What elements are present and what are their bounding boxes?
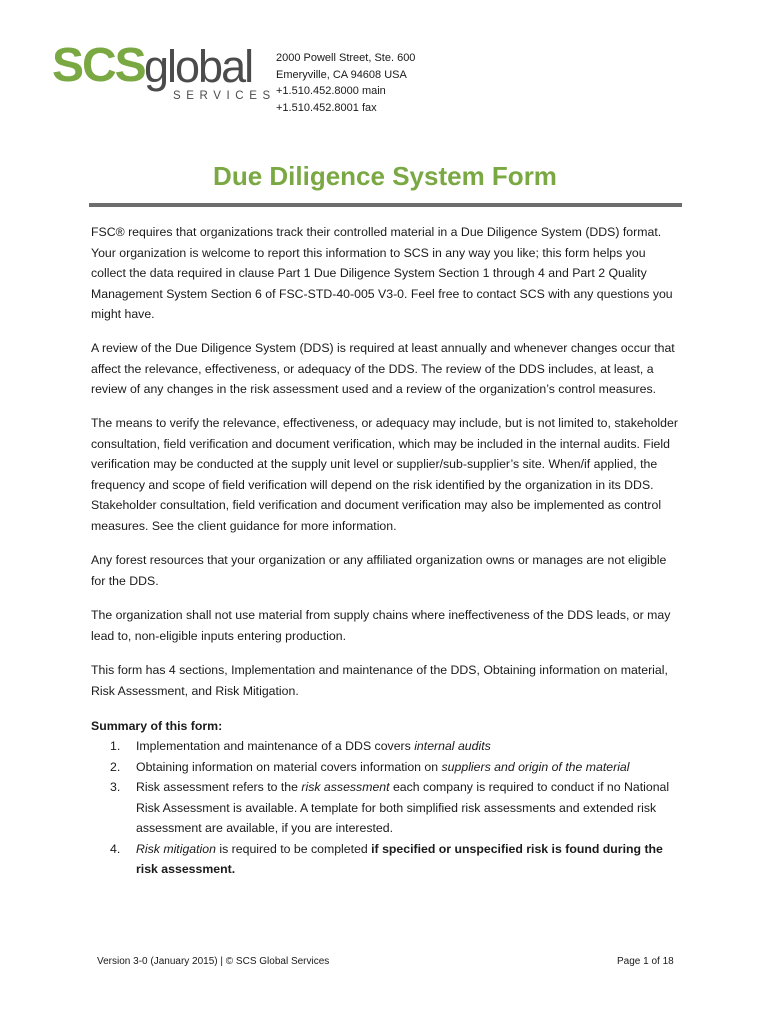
address-phone: +1.510.452.8000 main (276, 85, 386, 97)
logo-scs-text: SCS (52, 39, 145, 92)
address-street: 2000 Powell Street, Ste. 600 (276, 52, 416, 64)
summary-item: 2. Obtaining information on material covers information on suppliers and origin of the material (110, 759, 630, 774)
summary-heading: Summary of this form: (91, 719, 223, 733)
paragraph-verification: The means to verify the relevance, effectiveness, or adequacy may include, but is not limited to, stakeholder consultation, field verification and document verification, which may be included in the internal audits. Field verification may be conducted at the supply unit level or supplier/sub-supplier’s site. When/if applied, the frequency and scope of field verification will depend on the risk identified by the organization in its DDS. Stakeholder consultation, field verification and document verification may also be implemented as control measures. See the client guidance for more information. (91, 416, 678, 533)
logo-global-text: global (144, 41, 253, 92)
footer-page-number: Page 1 of 18 (617, 956, 674, 967)
logo-services-text: SERVICES (173, 90, 276, 102)
paragraph-sections: This form has 4 sections, Implementation and maintenance of the DDS, Obtaining information on material, Risk Assessment, and Risk Mitigation. (91, 663, 668, 698)
address-fax: +1.510.452.8001 fax (276, 101, 377, 114)
address-city: Emeryville, CA 94608 USA (276, 68, 407, 81)
paragraph-intro: FSC® requires that organizations track their controlled material in a Due Diligence System (DDS) format. Your organization is welcome to report this information to SCS in any way you like; this form helps you collect the data required in clause Part 1 Due Diligence System Section 1 through 4 and Part 2 Quality Management System Section 6 of FSC-STD-40-005 V3-0. Feel free to contact SCS with any questions you might have. (91, 225, 673, 321)
paragraph-eligibility: Any forest resources that your organization or any affiliated organization owns or manages are not eligible for the DDS. (91, 553, 667, 588)
summary-item: 4. Risk mitigation is required to be completed if specified or unspecified risk is found during the risk assessment. (110, 841, 663, 876)
scs-global-logo (52, 39, 276, 108)
summary-item: 3. Risk assessment refers to the risk assessment each company is required to conduct if no National Risk Assessment is available. A template for both simplified risk assessments and extended risk assessment are available, if you are interested. (110, 780, 670, 835)
title-divider (89, 203, 682, 207)
paragraph-review: A review of the Due Diligence System (DDS) is required at least annually and whenever changes occur that affect the relevance, effectiveness, or adequacy of the DDS. The review of the DDS includes, at least, a review of any changes in the risk assessment used and a review of the organization’s control measures. (91, 341, 675, 396)
footer-version: Version 3-0 (January 2015) | © SCS Global Services (97, 956, 330, 967)
page-title: Due Diligence System Form (213, 161, 557, 191)
company-address (276, 50, 415, 116)
paragraph-supply-chain: The organization shall not use material from supply chains where ineffectiveness of the DDS leads, or may lead to, non-eligible inputs entering production. (91, 608, 671, 643)
summary-item: 1. Implementation and maintenance of a DDS covers internal audits (110, 739, 491, 753)
summary-list (110, 736, 685, 880)
